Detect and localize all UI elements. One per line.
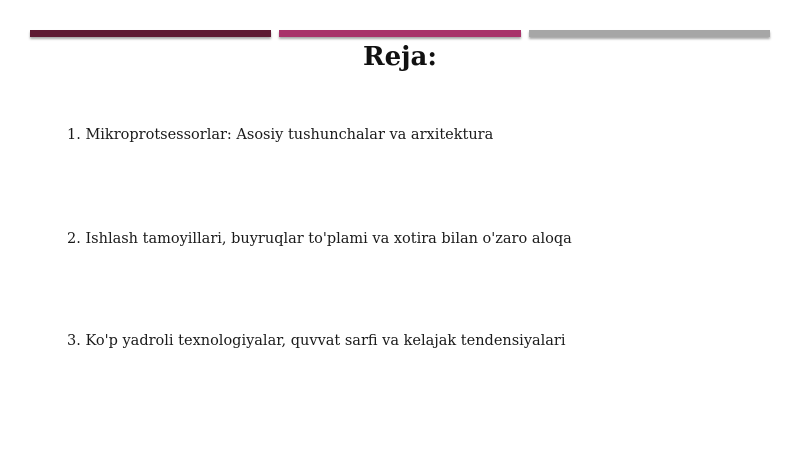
agenda-item-1: 1. Mikroprotsessorlar: Asosiy tushunchalar va arxitektura [67, 127, 494, 143]
agenda-item-2: 2. Ishlash tamoyillari, buyruqlar to'plami va xotira bilan o'zaro aloqa [67, 231, 572, 247]
agenda-item-3: 3. Ko'p yadroli texnologiyalar, quvvat sarfi va kelajak tendensiyalari [67, 333, 566, 349]
accent-bar-magenta [279, 30, 521, 37]
accent-bar-gray [529, 30, 770, 37]
accent-bar-dark [30, 30, 271, 37]
slide-title: Reja: [362, 42, 437, 72]
